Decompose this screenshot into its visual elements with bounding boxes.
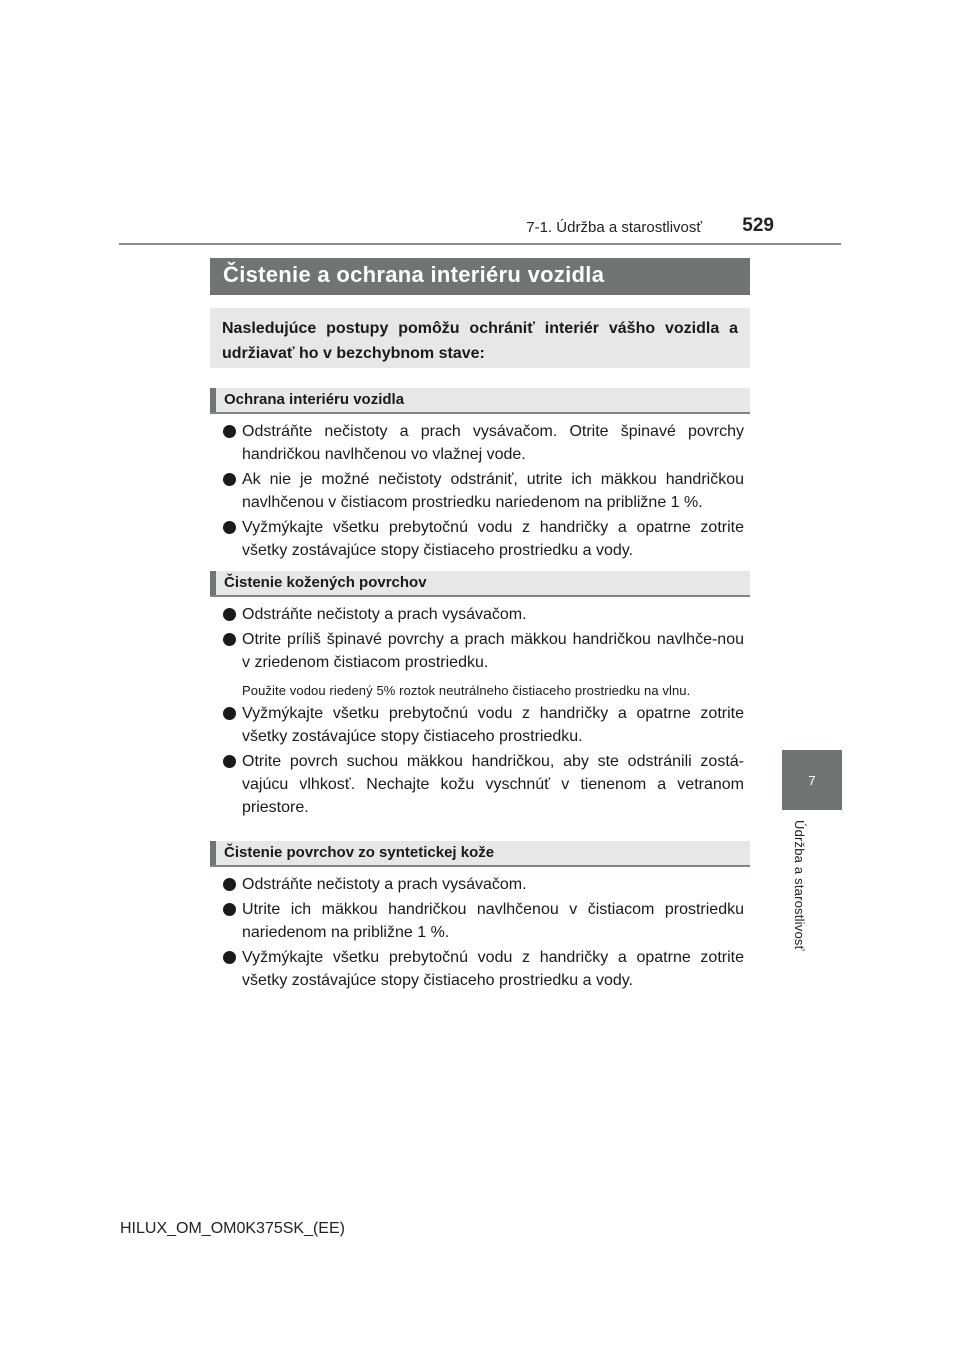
- bullet-icon: [223, 755, 236, 768]
- list-item: Vyžmýkajte všetku prebytočnú vodu z handričky a opatrne zotrite všetky zostávajúce stopy čistiaceho prostriedku a vody.: [210, 946, 750, 992]
- section-leather-cleaning: [210, 571, 750, 819]
- bullet-icon: [223, 473, 236, 486]
- list-item: Vyžmýkajte všetku prebytočnú vodu z handričky a opatrne zotrite všetky zostávajúce stopy čistiaceho prostriedku.: [210, 702, 750, 748]
- bullet-list: [210, 702, 750, 819]
- bullet-icon: [223, 425, 236, 438]
- page-title: Čistenie a ochrana interiéru vozidla: [210, 258, 750, 295]
- note-text: Použite vodou riedený 5% roztok neutrálneho čistiaceho prostriedku na vlnu.: [242, 683, 691, 698]
- section-interior-protection: [210, 388, 750, 562]
- list-item: Vyžmýkajte všetku prebytočnú vodu z handričky a opatrne zotrite všetky zostávajúce stopy čistiaceho prostriedku a vody.: [210, 516, 750, 562]
- list-item: Odstráňte nečistoty a prach vysávačom. Otrite špinavé povrchy handričkou navlhčenou vo vlažnej vode.: [210, 420, 750, 466]
- chapter-tab: [782, 750, 842, 810]
- header-divider: [119, 243, 841, 245]
- bullet-icon: [223, 951, 236, 964]
- bullet-icon: [223, 608, 236, 621]
- bullet-icon: [223, 633, 236, 646]
- list-item: Ak nie je možné nečistoty odstrániť, utrite ich mäkkou handričkou navlhčenou v čistiacom prostriedku nariedenom na približne 1 %.: [210, 468, 750, 514]
- section-heading: Ochrana interiéru vozidla: [210, 388, 750, 414]
- list-item: Otrite príliš špinavé povrchy a prach mäkkou handričkou navlhče-nou v zriedenom čistiacom prostriedku.: [210, 628, 750, 674]
- intro-text: Nasledujúce postupy pomôžu ochrániť interiér vášho vozidla a udržiavať ho v bezchybnom stave:: [222, 320, 738, 362]
- bullet-list: [210, 420, 750, 562]
- intro-box: [210, 308, 750, 368]
- list-item: Otrite povrch suchou mäkkou handričkou, aby ste odstránili zostá-vajúcu vlhkosť. Nechajte kožu vyschnúť v tienenom a vetranom priestore.: [210, 750, 750, 819]
- list-item: Odstráňte nečistoty a prach vysávačom.: [210, 873, 750, 896]
- chapter-tab-label: Údržba a starostlivosť: [792, 820, 807, 951]
- page-number: 529: [742, 215, 774, 236]
- document-code: HILUX_OM_OM0K375SK_(EE): [120, 1220, 345, 1237]
- bullet-icon: [223, 878, 236, 891]
- bullet-icon: [223, 521, 236, 534]
- bullet-icon: [223, 707, 236, 720]
- section-heading: Čistenie povrchov zo syntetickej kože: [210, 841, 750, 867]
- bullet-icon: [223, 903, 236, 916]
- section-synthetic-leather-cleaning: [210, 841, 750, 992]
- bullet-list: [210, 603, 750, 674]
- list-item: Odstráňte nečistoty a prach vysávačom.: [210, 603, 750, 626]
- chapter-header: 7-1. Údržba a starostlivosť: [526, 219, 702, 236]
- section-heading: Čistenie kožených povrchov: [210, 571, 750, 597]
- bullet-list: [210, 873, 750, 992]
- chapter-tab-number: 7: [808, 772, 816, 788]
- list-item: Utrite ich mäkkou handričkou navlhčenou v čistiacom prostriedku nariedenom na približne 1 %.: [210, 898, 750, 944]
